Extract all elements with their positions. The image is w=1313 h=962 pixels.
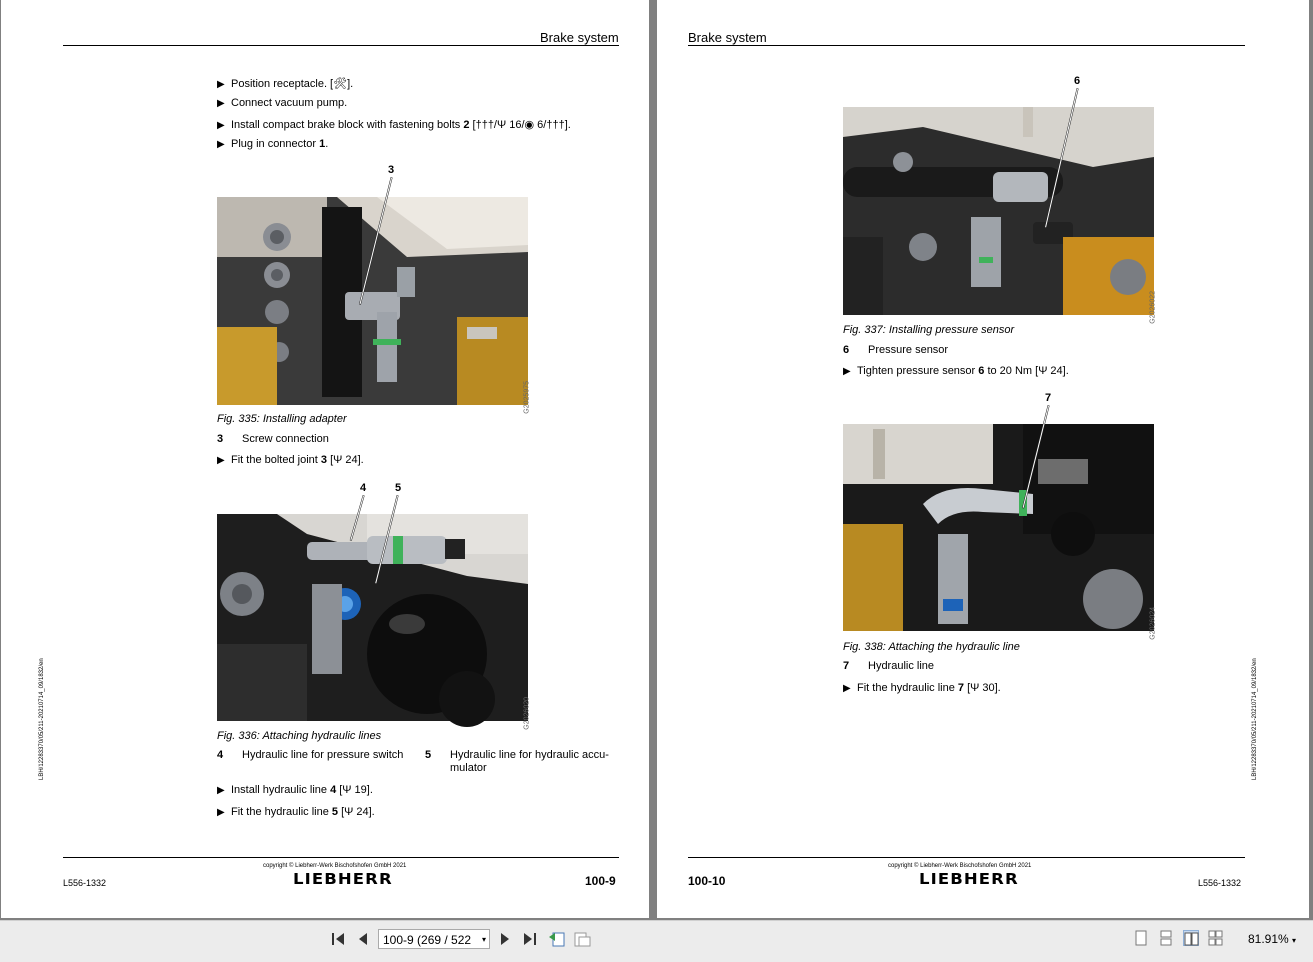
liebherr-logo: LIEBHERR	[293, 870, 393, 888]
next-page-icon[interactable]	[495, 929, 515, 949]
callout-number: 6	[1074, 75, 1081, 87]
two-page-continuous-icon[interactable]	[1208, 930, 1224, 946]
dropdown-arrow-icon: ▾	[481, 935, 486, 944]
legend-number: 6	[843, 344, 850, 356]
photo-installing-adapter	[217, 197, 531, 414]
forward-view-icon[interactable]	[572, 929, 592, 949]
legend-text: Hydraulic line for hydraulic accu-	[450, 749, 609, 761]
legend-number: 4	[217, 749, 224, 761]
callout-number: 7	[1045, 392, 1052, 404]
viewer-toolbar	[0, 920, 1313, 962]
back-view-icon[interactable]	[547, 929, 567, 949]
last-page-icon[interactable]	[520, 929, 540, 949]
zoom-level[interactable]: 81.91% ▾	[1248, 932, 1297, 946]
page-number-field[interactable]: 100-9 (269 / 522 ▾	[378, 929, 490, 949]
legend-text: Screw connection	[242, 433, 329, 445]
document-number: L556-1332	[1198, 878, 1242, 888]
continuous-icon[interactable]	[1158, 930, 1174, 946]
liebherr-logo: LIEBHERR	[919, 870, 1019, 888]
footer-rule	[63, 857, 619, 858]
document-number: L556-1332	[63, 878, 107, 888]
side-stamp: LBH/12283370/05/211-20210714_09/1832/en	[1252, 658, 1258, 780]
photo-attaching-hydraulic-lines	[217, 514, 531, 730]
step-item: ▶ Fit the hydraulic line 7 [Ψ 30].	[843, 682, 1001, 694]
photo-code: G2026022	[1150, 291, 1157, 324]
legend-text: Hydraulic line	[868, 660, 935, 672]
page-header-title: Brake system	[688, 30, 767, 45]
hydraulic-lines-photo-illustration	[217, 514, 528, 721]
copyright-text: copyright © Liebherr-Werk Bischofshofen GmbH 2021	[263, 863, 407, 869]
pressure-sensor-photo-illustration	[843, 107, 1154, 315]
photo-attaching-hydraulic-line	[843, 424, 1157, 640]
hydraulic-line-photo-illustration	[843, 424, 1154, 631]
callout-number: 5	[395, 482, 402, 494]
figure-caption: Fig. 336: Attaching hydraulic lines	[217, 730, 382, 742]
legend-text-cont: mulator	[450, 762, 487, 774]
adapter-photo-illustration	[217, 197, 528, 405]
page-header-title: Brake system	[540, 30, 619, 45]
photo-code: G2026024	[1150, 607, 1157, 640]
photo-code: G2026020	[524, 697, 531, 730]
footer-rule	[688, 857, 1245, 858]
step-item: ▶ Install compact brake block with fastening bolts 2 [†††/Ψ 16/◉ 6/†††].	[217, 119, 571, 131]
first-page-icon[interactable]	[328, 929, 348, 949]
figure-caption: Fig. 337: Installing pressure sensor	[843, 324, 1015, 336]
callout-number: 4	[360, 482, 367, 494]
step-item: ▶ Tighten pressure sensor 6 to 20 Nm [Ψ 24].	[843, 365, 1069, 377]
legend-number: 5	[425, 749, 432, 761]
page-100-9	[1, 0, 649, 918]
header-rule	[63, 45, 619, 46]
page-number: 100-10	[688, 874, 726, 888]
legend-number: 7	[843, 660, 850, 672]
step-item: ▶ Connect vacuum pump.	[217, 97, 348, 109]
zoom-dropdown-icon[interactable]: ▾	[1292, 936, 1297, 945]
photo-code: G2025975	[524, 381, 531, 414]
step-item: ▶ Fit the hydraulic line 5 [Ψ 24].	[217, 806, 375, 818]
page-100-10	[657, 0, 1309, 918]
single-page-icon[interactable]	[1133, 930, 1149, 946]
page-number: 100-9	[585, 874, 616, 888]
step-item: ▶ Position receptacle. [🛠].	[217, 78, 354, 90]
legend-text: Hydraulic line for pressure switch	[242, 749, 404, 761]
legend-number: 3	[217, 433, 224, 445]
figure-caption: Fig. 335: Installing adapter	[217, 413, 347, 425]
figure-caption: Fig. 338: Attaching the hydraulic line	[843, 641, 1020, 653]
legend-text: Pressure sensor	[868, 344, 949, 356]
previous-page-icon[interactable]	[353, 929, 373, 949]
side-stamp: LBH/12283370/05/211-20210714_09/1832/en	[39, 658, 45, 780]
two-page-icon[interactable]	[1183, 930, 1199, 946]
step-item: ▶ Install hydraulic line 4 [Ψ 19].	[217, 784, 373, 796]
callout-number: 3	[388, 164, 395, 176]
photo-installing-pressure-sensor	[843, 107, 1157, 324]
step-item: ▶ Plug in connector 1.	[217, 138, 329, 150]
copyright-text: copyright © Liebherr-Werk Bischofshofen GmbH 2021	[888, 863, 1032, 869]
header-rule	[688, 45, 1245, 46]
step-item: ▶ Fit the bolted joint 3 [Ψ 24].	[217, 454, 364, 466]
